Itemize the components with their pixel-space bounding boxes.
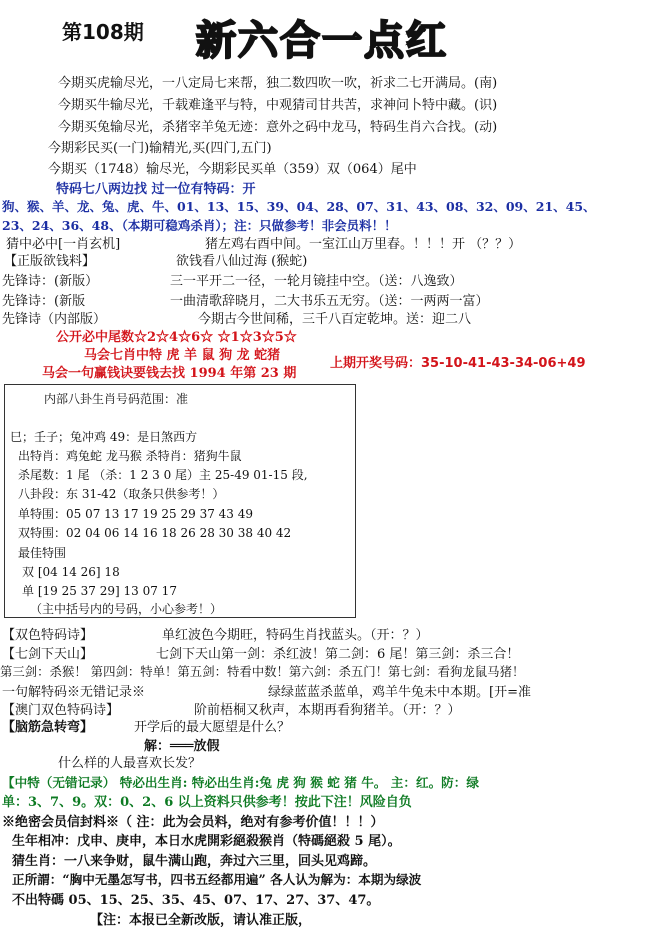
gongkai-line: 公开必中尾数☆2☆4☆6☆ ☆1☆3☆5☆: [56, 330, 297, 345]
intro-line: 今期买兔输尽光，杀猪宰羊兔无迹：意外之码中龙马，特码生肖六合找。(动): [58, 120, 498, 135]
box-line: 单特围：05 07 13 17 19 25 29 37 43 49: [18, 507, 254, 521]
box-line: 出特肖：鸡兔蛇 龙马猴 杀特肖：猪狗牛鼠: [18, 449, 242, 463]
buchu-line: 不出特碼 05、15、25、35、45、07、17、27、37、47。: [12, 893, 380, 908]
mahui-line: 马会七肖中特 虎 羊 鼠 狗 龙 蛇猪: [84, 348, 281, 363]
box-line: 双特围：02 04 06 14 16 18 26 28 30 38 40 42: [18, 526, 292, 540]
macau-text: 阶前梧桐又秋声，本期再看狗猪羊。（开：？）: [194, 703, 461, 718]
pioneer-label: 先锋诗：(新版）: [2, 274, 99, 289]
issue-number: 第108期: [62, 20, 144, 44]
last-draw: 上期开奖号码：35-10-41-43-34-06+49: [330, 356, 586, 371]
box-line: （主中括号内的号码，小心参考！）: [30, 602, 223, 616]
dual-text: 单红波色今期旺，特码生肖找蓝头。（开：？）: [162, 628, 429, 643]
zhongte-line: 【中特（无错记录） 特必出生肖: 特必出生肖:兔 虎 狗 猴 蛇 猪 牛。 主：红。防：绿: [2, 775, 479, 790]
note-line: 【注：本报已全新改版，请认准正版，: [90, 913, 312, 928]
brain-text: 开学后的最大愿望是什么？: [134, 720, 291, 735]
intro-line: 今期彩民买(一门)输精光,买(四门,五门): [48, 141, 272, 156]
oneliner-label: 一句解特码※无错记录※: [2, 685, 146, 700]
logo-text: 新六合一点红: [196, 18, 448, 64]
intro-line: 今期买牛输尽光，千载难逢平与特，中观猜司甘共苦，求神问卜特中藏。(识): [58, 98, 498, 113]
brain-question: 什么样的人最喜欢长发？: [58, 756, 202, 771]
intro-line: 今期买虎输尽光，一八定局七来帮，独二数四吹一吹，祈求二七开满局。(南): [58, 76, 498, 91]
box-line: 巳；壬子；兔冲鸡 49：是日煞西方: [10, 430, 198, 444]
intro-line: 今期买（1748）输尽光，今期彩民买单（359）双（064）尾中: [48, 162, 417, 177]
dual-label: 【双色特码诗】: [2, 628, 94, 643]
zhengjie-line: 正所謂：“胸中无墨怎写书，四书五经都用遍” 各人认为解为：本期为绿波: [12, 872, 422, 887]
tiesuo-label: 【正版欲钱料】: [4, 254, 96, 269]
box-line: 单 [19 25 37 29] 13 07 17: [22, 584, 177, 598]
member-line: ※绝密会员信封料※（ 注：此为会员料，绝对有参考价值！！！）: [2, 815, 384, 830]
brain-answer: 解：═══放假: [144, 739, 220, 754]
special-row: 狗、猴、羊、龙、兔、虎、牛、01、13、15、39、04、28、07、31、43、08、32、09、21、45、: [2, 199, 596, 214]
seven-text: 七剑下天山第一剑：杀红波！第二剑：6 尾！第三剑：杀三合！: [156, 647, 520, 662]
box-title: 内部八卦生肖号码范围：准: [44, 392, 189, 406]
dan-line: 单：3、7、9。双：0、2、6 以上资料只供参考！按此下注！风险自负: [2, 795, 412, 810]
guess-text: 猪左鸡右酉中间。一室江山万里春。！！！开 （？？）: [205, 237, 522, 252]
tiesuo-text: 欲钱看八仙过海 (猴蛇): [176, 254, 308, 269]
pioneer-text: 一曲清歌辞晓月，二大书乐五无穷。（送：一两两一富）: [170, 294, 489, 309]
pioneer-label: 先锋诗：(新版: [2, 294, 86, 309]
special-title: 特码七八两边找 过一位有特码：开: [56, 182, 256, 197]
macau-label: 【澳门双色特码诗】: [2, 703, 120, 718]
seven-line: 第三剑：杀猴！ 第四剑：特单！第五剑：特看中数！第六剑：杀五门！第七剑：看狗龙鼠马猪！: [0, 664, 525, 679]
oneliner-text: 绿绿蓝蓝杀蓝单，鸡羊牛兔未中本期。[开=准: [268, 685, 531, 700]
box-line: 八卦段：东 31-42（取条只供参考！）: [18, 487, 225, 501]
special-row: 23、24、36、48、（本期可稳鸡杀肖）；注：只做参考！非会员料！！: [2, 218, 397, 233]
zhu-line: 猜生肖：一八来争财，鼠牛满山跑，奔过六三里，回头见鸡蹄。: [12, 854, 377, 869]
shengnian-line: 生年相冲：戊申、庚申，本日水虎開彩絕殺猴肖（特碼絕殺 5 尾）。: [12, 834, 401, 849]
pioneer-text: 今期古今世间稀，三千八百定乾坤。送：迎二八: [198, 312, 472, 327]
box-line: 最佳特围: [18, 546, 67, 560]
box-line: 杀尾数：1 尾 （杀：1 2 3 0 尾）主 25-49 01-15 段,: [18, 468, 308, 482]
pioneer-label: 先锋诗（内部版）: [2, 312, 107, 327]
pioneer-text: 三一平开二一径，一轮月镜挂中空。（送：八逸致）: [170, 274, 463, 289]
guess-label: 猜中必中[一肖玄机]: [6, 237, 121, 252]
mahui-line2: 马会一句赢钱诀要钱去找 1994 年第 23 期: [42, 366, 297, 381]
seven-label: 【七剑下天山】: [2, 647, 94, 662]
box-line: 双 [04 14 26] 18: [22, 565, 120, 579]
brain-label: 【脑筋急转弯】: [2, 720, 94, 735]
logo: [185, 14, 460, 64]
